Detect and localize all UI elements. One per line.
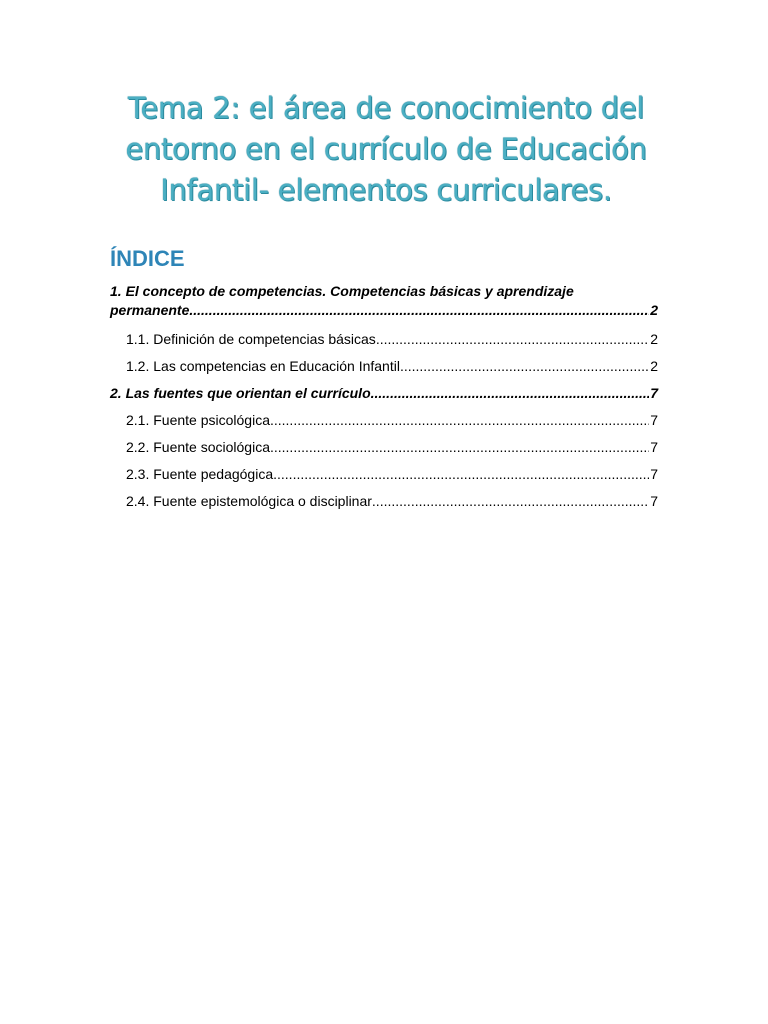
toc-entry-2-label: 2. Las fuentes que orientan el currículo. [110,385,375,401]
toc-leader-dots [376,326,649,352]
toc-leader-dots [193,301,649,319]
toc-leader-dots [400,352,649,380]
toc-entry-2-3[interactable] [110,461,658,488]
toc-entry-2-4-page: 7 [650,493,658,509]
toc-entry-1-1-page: 2 [650,331,658,347]
toc-entry-1-2-label: 1.2. Las competencias en Educación Infantil [126,358,400,374]
toc-entry-2-1[interactable] [110,407,658,434]
toc-entry-1-2[interactable] [110,352,658,380]
toc-entry-1-1-label: 1.1. Definición de competencias básicas [126,331,376,347]
toc-entry-2-1-label: 2.1. Fuente psicológica. [126,412,274,428]
toc-entry-2-1-page: 7 [650,412,658,428]
toc-entry-2-3-label: 2.3. Fuente pedagógica. [126,466,278,482]
toc-entry-2[interactable] [110,380,658,407]
toc-leader-dots [372,488,649,515]
index-heading: ÍNDICE [110,246,185,271]
table-of-contents [110,282,658,515]
toc-leader-dots [375,380,650,407]
toc-entry-2-page: 7 [650,385,658,401]
toc-entry-1-line1: 1. El concepto de competencias. Competencias básicas y aprendizaje [110,283,574,299]
toc-entry-2-2[interactable] [110,434,658,461]
toc-entry-1[interactable] [110,282,658,319]
toc-entry-2-3-page: 7 [650,466,658,482]
toc-leader-dots [277,461,649,488]
toc-entry-1-page: 2 [650,302,658,318]
toc-entry-2-4-label: 2.4. Fuente epistemológica o disciplinar [126,493,372,509]
toc-entry-2-2-page: 7 [650,439,658,455]
toc-entry-1-1[interactable] [110,326,658,352]
toc-entry-2-2-label: 2.2. Fuente sociológica. [126,439,274,455]
toc-entry-1-line2: permanente. [110,302,194,318]
toc-entry-1-2-page: 2 [650,358,658,374]
document-title: Tema 2: el área de conocimiento del entorno en el currículo de Educación Infantil- elementos curriculares. [125,91,647,207]
toc-leader-dots [274,407,649,434]
toc-leader-dots [274,434,649,461]
toc-entry-2-4[interactable] [110,488,658,515]
